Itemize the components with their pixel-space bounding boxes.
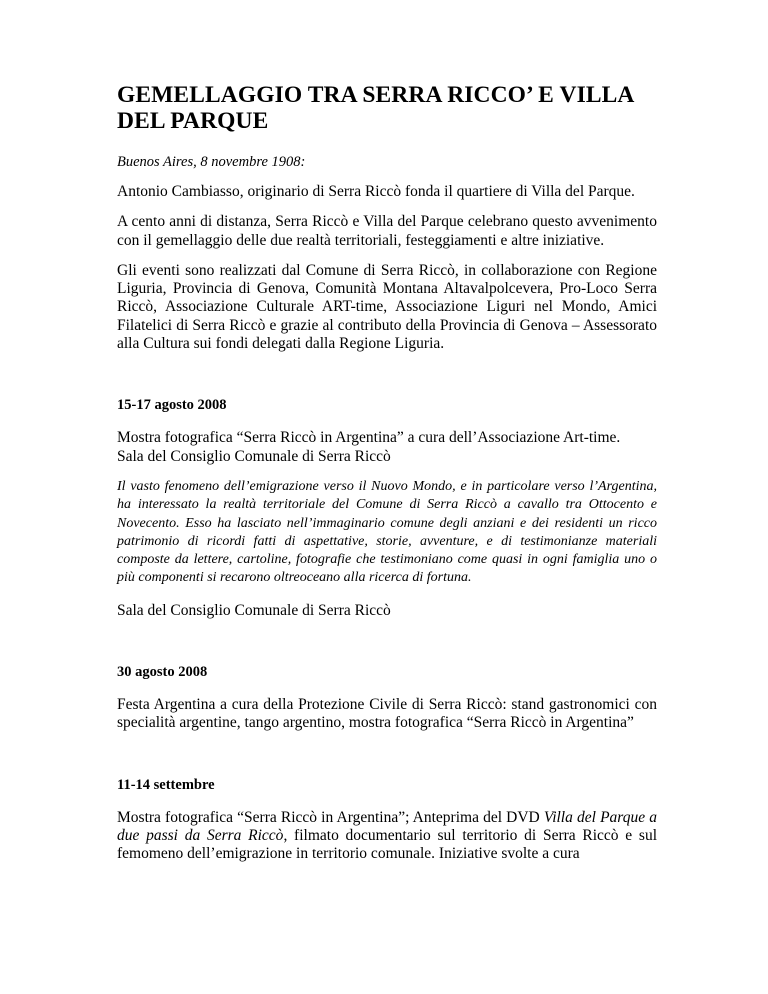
event-venue: Sala del Consiglio Comunale di Serra Riccò [117, 601, 391, 619]
event-description: Festa Argentina a cura della Protezione Civile di Serra Riccò: stand gastronomici con specialità argentine, tango argentino, mostra fotografica “Serra Riccò in Argentina” [117, 696, 657, 732]
dateline: Buenos Aires, 8 novembre 1908: [117, 154, 306, 170]
dvd-title: Villa del Parque a due passi da Serra Riccò [117, 808, 658, 844]
intro-paragraph: Gli eventi sono realizzati dal Comune di Serra Riccò, in collaborazione con Regione Liguria, Provincia di Genova, Comunità Montana Altavalpolcevera, Pro-Loco Serra Riccò, Associazione Culturale ART-time, Associazione Liguri nel Mondo, Amici Filatelici di Serra Riccò e grazie al contributo della Provincia di Genova – Assessorato alla Cultura sui fondi delegati dalla Regione Liguria. [117, 261, 657, 353]
event-text-part: , filmato documentario sul territorio di Serra Riccò e sul femomeno dell’emigrazione in territorio comunale. Iniziative svolte a cura [117, 826, 658, 863]
event-section [117, 663, 657, 733]
event-exhibition-line: Mostra fotografica “Serra Riccò in Argentina” a cura dell’Associazione Art-time. [117, 429, 621, 447]
document-title: GEMELLAGGIO TRA SERRA RICCO’ E VILLA DEL PARQUE [117, 82, 634, 134]
event-date: 30 agosto 2008 [117, 664, 208, 681]
document-page [117, 82, 657, 876]
intro-paragraph: Antonio Cambiasso, originario di Serra Riccò fonda il quartiere di Villa del Parque. [117, 183, 635, 200]
intro-paragraph: A cento anni di distanza, Serra Riccò e Villa del Parque celebrano questo avvenimento con il gemellaggio delle due realtà territoriali, festeggiamenti e altre iniziative. [117, 213, 657, 249]
event-venue-line: Sala del Consiglio Comunale di Serra Riccò [117, 447, 391, 465]
event-date: 15-17 agosto 2008 [117, 397, 227, 414]
event-date: 11-14 settembre [117, 776, 215, 793]
event-section [117, 396, 657, 620]
event-section [117, 776, 657, 864]
event-text-part: Mostra fotografica “Serra Riccò in Argentina”; Anteprima del DVD [117, 808, 544, 826]
event-description [117, 809, 657, 864]
event-description [117, 429, 657, 466]
event-quote: Il vasto fenomeno dell’emigrazione verso il Nuovo Mondo, e in particolare verso l’Argentina, ha interessato la realtà territoriale del Comune di Serra Riccò a cavallo tra Ottocento e Novecento. Esso ha lasciato nell’immaginario comune degli anziani e dei residenti un ricco patrimonio di ricordi fatti di aspettative, storie, avventure, e di testimonianze materiali composte da lettere, cartoline, fotografie che testimoniano come quasi in ogni famiglia uno o più componenti si recarono oltreoceano alla ricerca di fortuna. [117, 478, 657, 586]
